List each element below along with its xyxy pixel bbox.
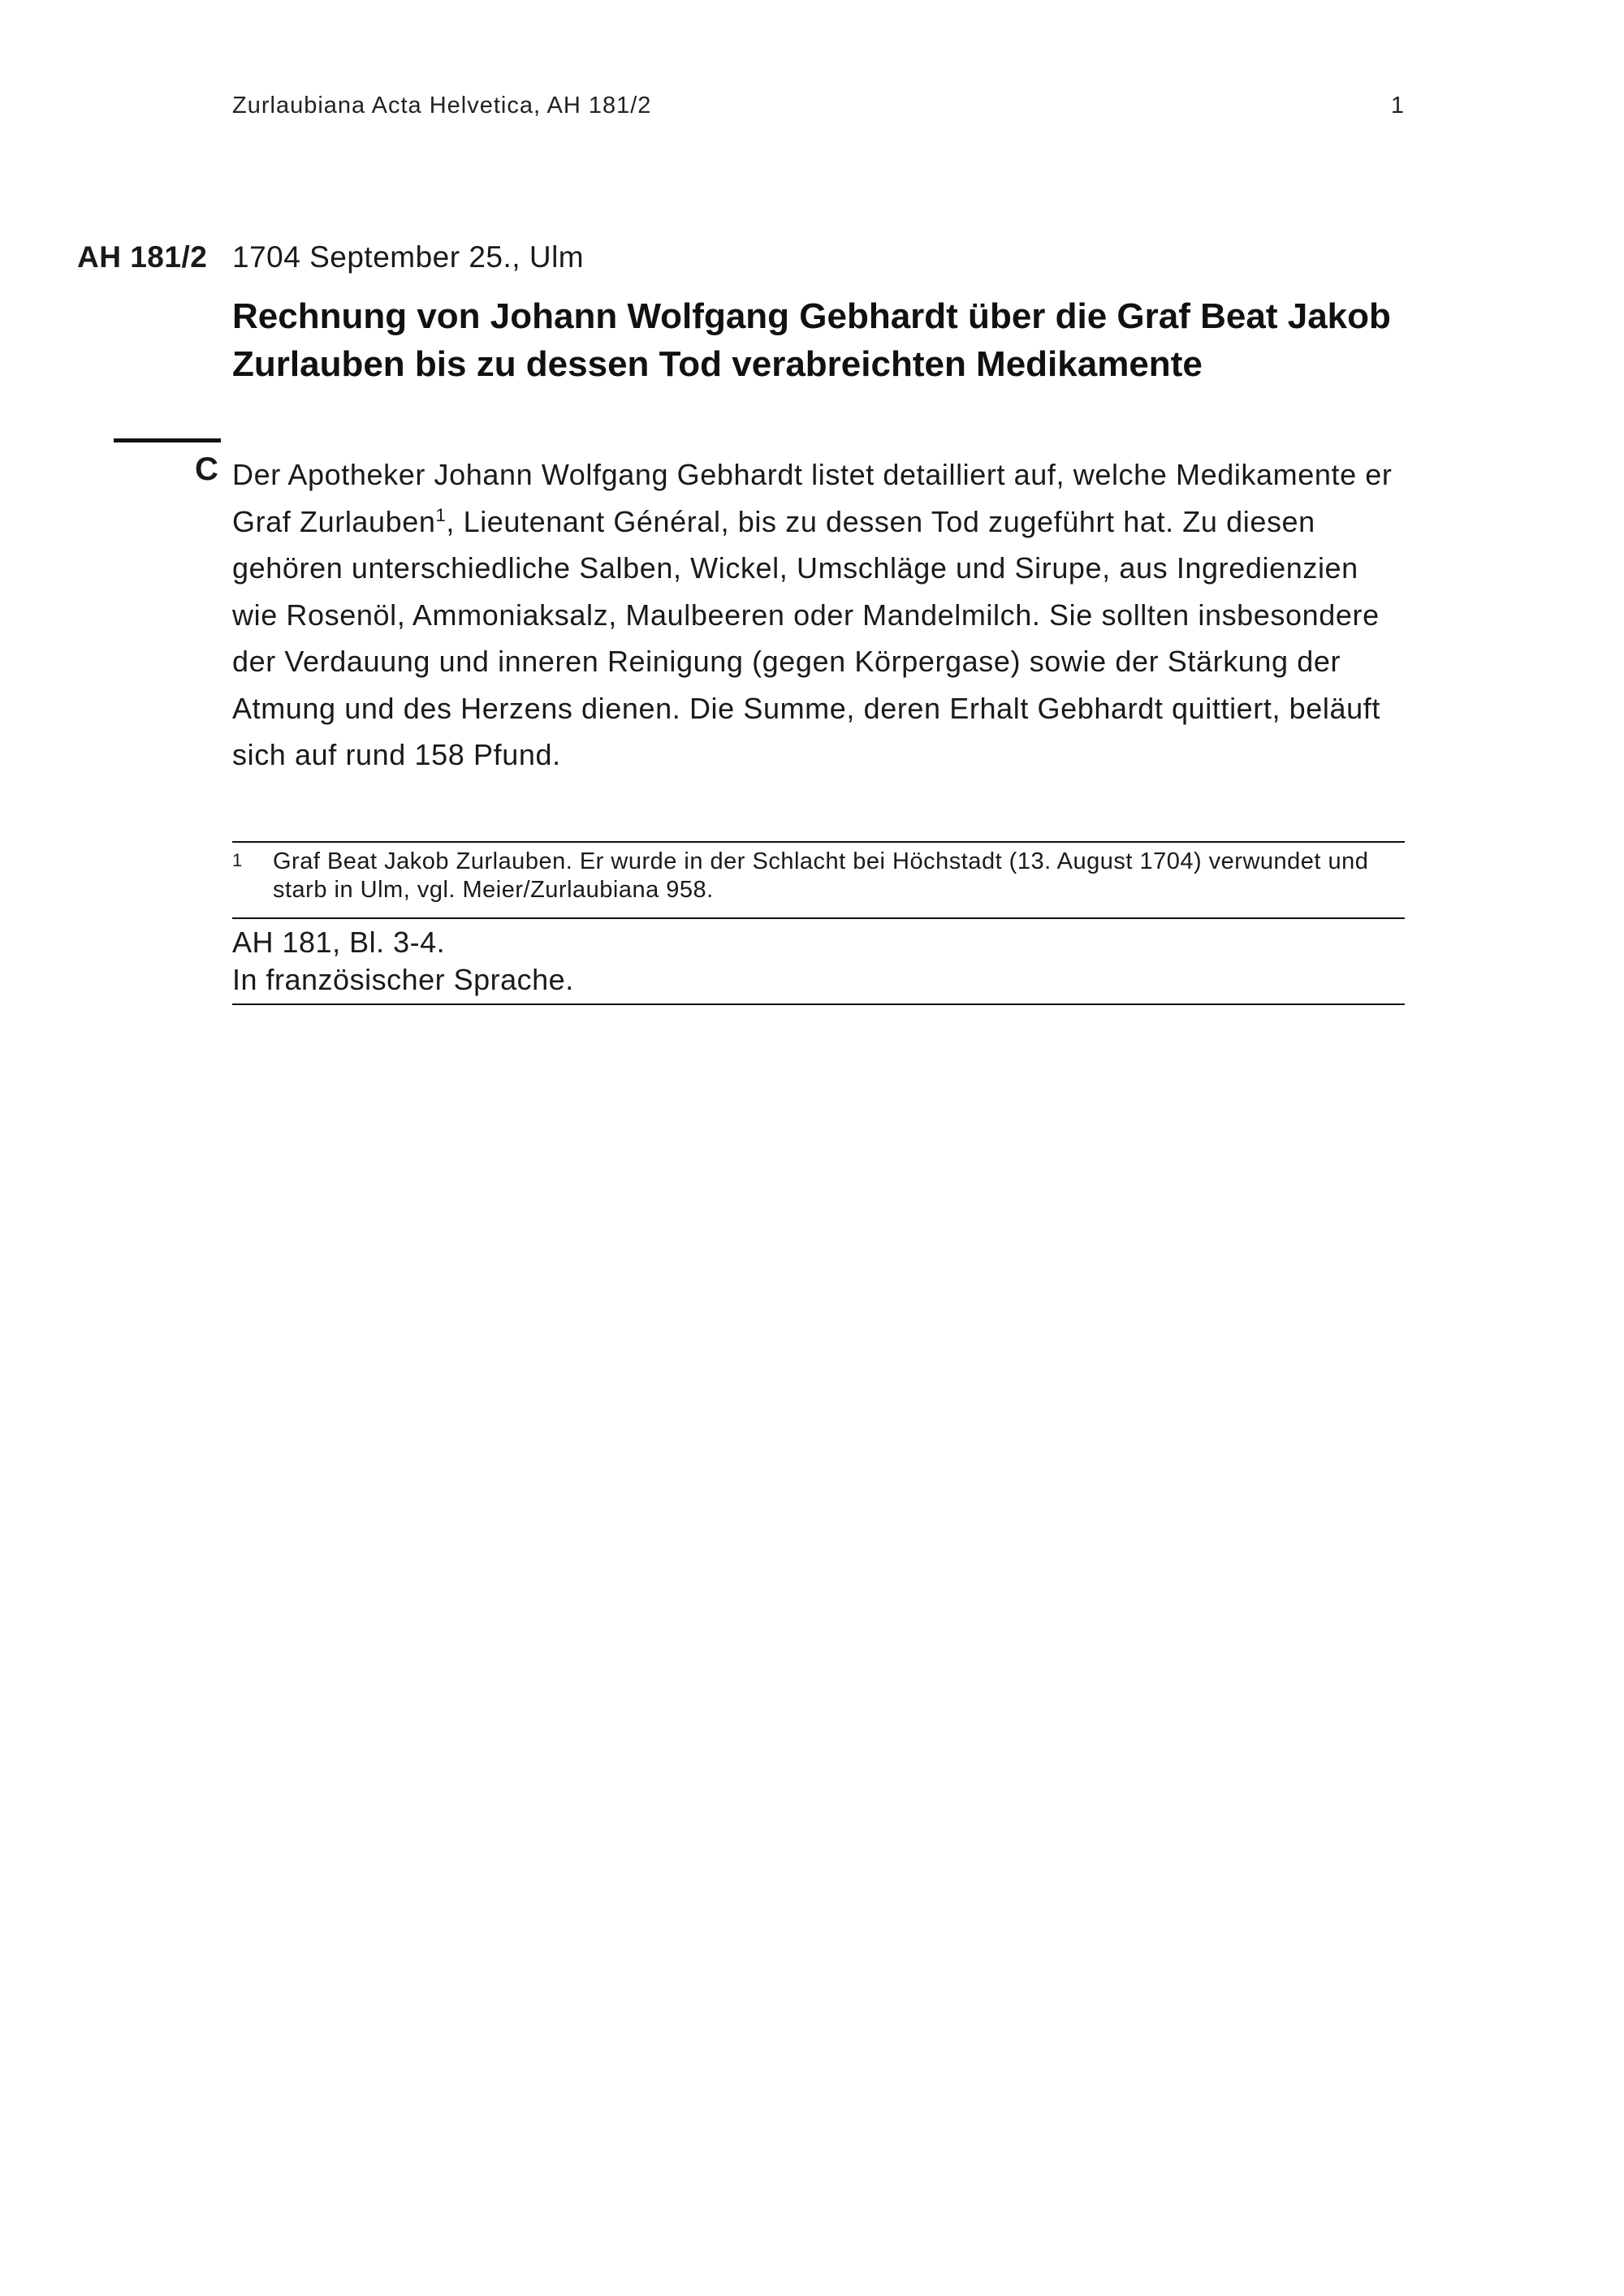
footnote-mark: 1 (232, 850, 243, 870)
summary-text-part2: , Lieutenant Général, bis zu dessen Tod zugeführt hat. Zu diesen gehören unterschiedliche Salben, Wickel, Umschläge und Sirupe, aus Ingredienzien wie Rosenöl, Ammoniaksalz, Maulbeeren oder Mandelmilch. Sie sollten insbesondere der Verdauung und inneren Reinigung (gegen Körpergase) sowie der Stärkung der Atmung und des Herzens dienen. Die Summe, deren Erhalt Gebhardt quittiert, beläuft sich auf rund 158 Pfund. (232, 504, 1380, 771)
footnote (232, 848, 1405, 904)
source-block (232, 924, 1405, 999)
document-date-place: 1704 September 25., Ulm (232, 240, 585, 274)
source-divider-bottom (232, 1003, 1405, 1005)
document-id: AH 181/2 (77, 240, 208, 274)
footnote-reference[interactable]: 1 (435, 504, 447, 525)
document-summary (232, 451, 1402, 779)
margin-rule (114, 438, 221, 442)
margin-marker: C (195, 451, 218, 487)
running-title: Zurlaubiana Acta Helvetica, AH 181/2 (232, 93, 652, 119)
summary-text-part1: Der Apotheker Johann Wolfgang Gebhardt listet detailliert auf, welche Medikamente er Graf Zurlauben (232, 458, 1393, 538)
footnote-divider-bottom (232, 917, 1405, 919)
footnote-divider-top (232, 841, 1405, 843)
source-language-note: In französischer Sprache. (232, 963, 574, 996)
footnote-text: Graf Beat Jakob Zurlauben. Er wurde in der Schlacht bei Höchstadt (13. August 1704) verwundet und starb in Ulm, vgl. Meier/Zurlaubiana 958. (273, 848, 1369, 903)
page-number: 1 (1390, 93, 1405, 119)
document-title: Rechnung von Johann Wolfgang Gebhardt über die Graf Beat Jakob Zurlauben bis zu dessen Tod verabreichten Medikamente (232, 296, 1391, 384)
running-header (232, 93, 1405, 119)
source-reference: AH 181, Bl. 3-4. (232, 926, 446, 959)
